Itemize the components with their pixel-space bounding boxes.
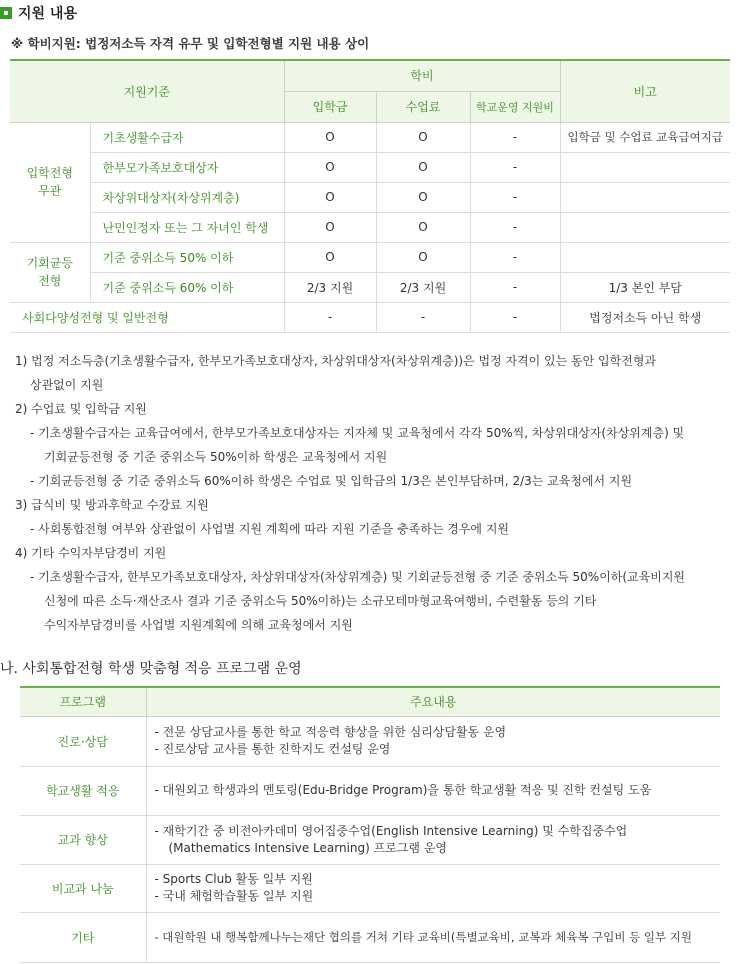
desc-line: - 대원외고 학생과의 멘토링(Edu-Bridge Program)을 통한 학교생활 적응 및 진학 컨설팅 도움: [154, 783, 652, 797]
cell-class-fee: -: [376, 302, 470, 332]
table-row: [10, 122, 730, 152]
cell-class-fee: O: [376, 122, 470, 152]
note-line: 상관없이 지원: [30, 378, 104, 392]
row-label: 사회다양성전형 및 일반전형: [10, 302, 284, 332]
cell-remarks: 법정저소득 아닌 학생: [560, 302, 730, 332]
desc-line: - 재학기간 중 비전아카데미 영어집중수업(English Intensive Learning) 및 수학집중수업: [154, 823, 628, 838]
program-desc: [146, 912, 720, 962]
section-title-text: 지원 내용: [18, 6, 77, 22]
program-desc: [146, 864, 720, 912]
note-line: 2) 수업료 및 입학금 지원: [15, 402, 147, 416]
row-label: 기준 중위소득 50% 이하: [90, 242, 284, 272]
program-name: 교과 향상: [20, 815, 146, 864]
note-line: 4) 기타 수익자부담경비 지원: [15, 546, 167, 560]
program-desc: [146, 716, 720, 766]
tuition-support-table: [10, 59, 730, 333]
bullet-square-icon: [0, 7, 12, 19]
program-name: 학교생활 적응: [20, 766, 146, 815]
cell-class-fee: O: [376, 242, 470, 272]
desc-line: - 진로상담 교사를 통한 진학지도 컨설팅 운영: [154, 742, 391, 756]
note-line: 3) 급식비 및 방과후학교 수강료 지원: [15, 498, 209, 512]
note-line: - 사회통합전형 여부와 상관없이 사업별 지원 계획에 따라 지원 기준을 충족하는 경우에 지원: [30, 522, 510, 536]
table-row: [10, 152, 730, 182]
cell-entrance: O: [284, 182, 376, 212]
table-row: [20, 766, 720, 815]
cell-class-fee: O: [376, 182, 470, 212]
cell-operation: -: [470, 302, 560, 332]
table-row: [20, 716, 720, 766]
note-line: - 기초생활수급자, 한부모가족보호대상자, 차상위대상자(차상위계층) 및 기회균등전형 중 기준 중위소득 50%이하(교육비지원: [30, 570, 686, 584]
note-line: - 기초생활수급자는 교육급여에서, 한부모가족보호대상자는 지자체 및 교육청에서 각각 50%씩, 차상위대상자(차상위계층) 및: [30, 426, 685, 440]
cell-remarks: [560, 242, 730, 272]
header-operation: 학교운영 지원비: [470, 91, 560, 122]
table-row: [20, 912, 720, 962]
cell-entrance: O: [284, 242, 376, 272]
desc-line: - 전문 상담교사를 통한 학교 적응력 향상을 위한 심리상담활동 운영: [154, 725, 507, 739]
program-desc: [146, 815, 720, 864]
row-label: 기준 중위소득 60% 이하: [90, 272, 284, 302]
header-class-fee: 수업료: [376, 91, 470, 122]
desc-line: - 국내 체험학습활동 일부 지원: [154, 889, 314, 903]
cell-entrance: O: [284, 122, 376, 152]
cell-class-fee: 2/3 지원: [376, 272, 470, 302]
table-row: [20, 864, 720, 912]
cell-operation: -: [470, 122, 560, 152]
cell-remarks: [560, 212, 730, 242]
row-label: 한부모가족보호대상자: [90, 152, 284, 182]
desc-line: - 대원학원 내 행복함께나누는재단 협의를 거쳐 기타 교육비(특별교육비, 교복과 체육복 구입비 등 일부 지원: [154, 929, 692, 944]
table-row: [10, 272, 730, 302]
group-label: 입학전형 무관: [10, 122, 90, 242]
row-label: 차상위대상자(차상위계층): [90, 182, 284, 212]
cell-operation: -: [470, 242, 560, 272]
desc-line: (Mathematics Intensive Learning) 프로그램 운영: [168, 840, 448, 855]
program-name: 비교과 나눔: [20, 864, 146, 912]
program-desc: [146, 766, 720, 815]
program-name: 진로·상담: [20, 716, 146, 766]
cell-operation: -: [470, 212, 560, 242]
note-line: - 기회균등전형 중 기준 중위소득 60%이하 학생은 수업료 및 입학금의 1/3은 본인부담하며, 2/3는 교육청에서 지원: [30, 474, 633, 488]
note-line: 수익자부담경비를 사업별 지원계획에 의해 교육청에서 지원: [44, 618, 353, 632]
cell-operation: -: [470, 272, 560, 302]
program-table: [20, 686, 720, 963]
row-label: 기초생활수급자: [90, 122, 284, 152]
table-row: [20, 815, 720, 864]
cell-operation: -: [470, 182, 560, 212]
header-program: 프로그램: [20, 687, 146, 716]
cell-entrance: 2/3 지원: [284, 272, 376, 302]
header-entrance: 입학금: [284, 91, 376, 122]
tuition-note-title: ※ 학비지원: 법정저소득 자격 유무 및 입학전형별 지원 내용 상이: [11, 36, 370, 51]
note-line: 기회균등전형 중 기준 중위소득 50%이하 학생은 교육청에서 지원: [44, 450, 388, 464]
row-label: 난민인정자 또는 그 자녀인 학생: [90, 212, 284, 242]
note-line: 1) 법정 저소득층(기초생활수급자, 한부모가족보호대상자, 차상위대상자(차상위계층))은 법정 자격이 있는 동안 입학전형과: [15, 354, 657, 368]
cell-entrance: O: [284, 152, 376, 182]
table-row: [10, 212, 730, 242]
table-row: [10, 302, 730, 332]
header-remarks: 비고: [560, 60, 730, 122]
cell-class-fee: O: [376, 152, 470, 182]
header-criteria: 지원기준: [10, 60, 284, 122]
cell-operation: -: [470, 152, 560, 182]
table-row: [10, 182, 730, 212]
cell-remarks: [560, 182, 730, 212]
note-line: 신청에 따른 소득·재산조사 결과 기준 중위소득 50%이하)는 소규모테마형교육여행비, 수련활동 등의 기타: [44, 594, 597, 608]
desc-line: - Sports Club 활동 일부 지원: [154, 872, 313, 886]
cell-remarks: 1/3 본인 부담: [560, 272, 730, 302]
program-section-title: 나. 사회통합전형 학생 맞춤형 적응 프로그램 운영: [0, 661, 302, 677]
cell-entrance: -: [284, 302, 376, 332]
table-row: [10, 242, 730, 272]
header-tuition: 학비: [284, 60, 560, 91]
cell-entrance: O: [284, 212, 376, 242]
cell-class-fee: O: [376, 212, 470, 242]
group-label: 기회균등 전형: [10, 242, 90, 302]
header-content: 주요내용: [146, 687, 720, 716]
support-notes: [15, 349, 737, 637]
program-name: 기타: [20, 912, 146, 962]
section-title: [0, 3, 77, 23]
cell-remarks: 입학금 및 수업료 교육급여지급: [560, 122, 730, 152]
cell-remarks: [560, 152, 730, 182]
